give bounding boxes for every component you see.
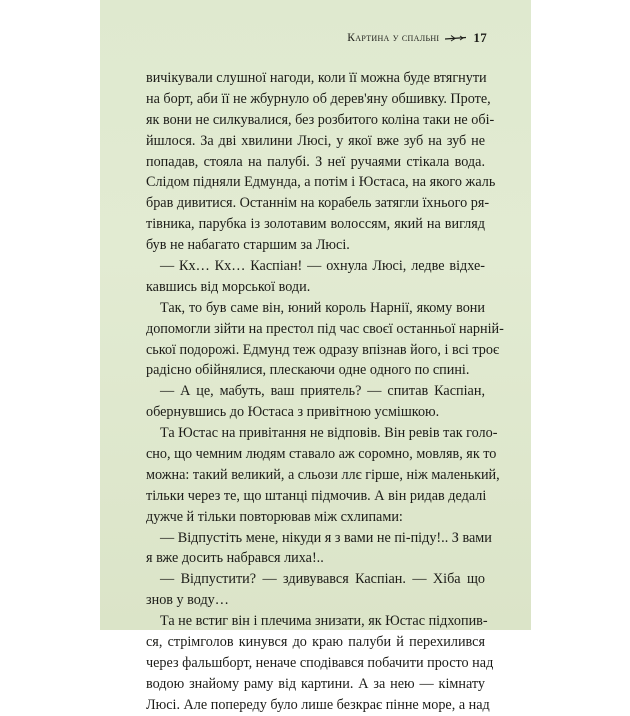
text-line: Слідом підняли Едмунда, а потім і Юстаса, на якого жаль xyxy=(146,174,496,191)
text-line: водою знайому раму від картини. А за нею — кімнату xyxy=(146,675,485,692)
text-line: попадав, стояла на палубі. З неї ручаями стікала вода. xyxy=(146,153,485,170)
text-line: вичікували слушної нагоди, коли її можна буде втягнути xyxy=(146,70,487,86)
text-line: йшлося. За дві хвилини Люсі, у якої вже зуб на зуб не xyxy=(146,132,485,149)
text-line: — Кх… Кх… Каспіан! — охнула Люсі, ледве відхе- xyxy=(160,258,485,275)
text-line: Та Юстас на привітання не відповів. Він ревів так голо- xyxy=(160,425,498,442)
text-line: я вже досить набрався лиха!.. xyxy=(146,550,324,567)
text-line: — А це, мабуть, ваш приятель? — спитав Каспіан, xyxy=(160,383,485,400)
arrow-ornament-icon xyxy=(445,34,467,42)
text-line: сно, що чемним людям ставало аж соромно, мовляв, як то xyxy=(146,446,497,463)
text-line: ської подорожі. Едмунд теж одразу впізнав його, і всі троє xyxy=(146,341,500,358)
text-line: на борт, аби її не жбурнуло об дерев'яну обшивку. Проте, xyxy=(146,90,491,107)
text-line: був не набагато старшим за Люсі. xyxy=(146,237,350,254)
page-number: 17 xyxy=(473,30,487,45)
text-line: знов у воду… xyxy=(146,592,229,609)
running-head xyxy=(347,30,487,46)
body-text xyxy=(146,68,504,716)
text-line: — Відпустіть мене, нікуди я з вами не пі-піду!.. З вами xyxy=(160,529,492,546)
text-line: через фальшборт, неначе сподівався побачити просто над xyxy=(146,654,494,671)
text-line: допомогли зійти на престол під час своєї останньої нарній- xyxy=(146,320,504,337)
chapter-title: Картина у спальні xyxy=(347,32,440,44)
text-line: обернувшись до Юстаса з привітною усмішкою. xyxy=(146,404,440,421)
text-line: тільки через те, що штанці підмочив. А він ридав дедалі xyxy=(146,487,487,504)
text-line: брав дивитися. Останнім на корабель затягли їхнього ря- xyxy=(146,195,490,212)
text-line: радісно обійнялися, плескаючи одне одного по спині. xyxy=(146,362,470,379)
text-line: — Відпустити? — здивувався Каспіан. — Хіба що xyxy=(160,571,485,588)
text-line: ся, стрімголов кинувся до краю палуби й перехилився xyxy=(146,634,485,651)
text-line: Та не встиг він і плечима знизати, як Юстас підхопив- xyxy=(160,613,488,630)
text-line: Так, то був саме він, юний король Нарнії, якому вони xyxy=(160,299,485,316)
text-line: тівника, парубка із золотавим волоссям, який на вигляд xyxy=(146,216,485,233)
text-line: кавшись від морської води. xyxy=(146,278,311,295)
text-line: можна: такий великий, а сльози ллє гірше, ніж маленький, xyxy=(146,466,500,483)
text-line: Люсі. Але попереду було лише безкрає пінне море, а над xyxy=(146,696,490,713)
book-page xyxy=(100,0,531,713)
text-line: дужче й тільки повторював між схлипами: xyxy=(146,508,403,525)
text-line: як вони не силкувалися, без розбитого коліна таки не обі- xyxy=(146,111,495,128)
